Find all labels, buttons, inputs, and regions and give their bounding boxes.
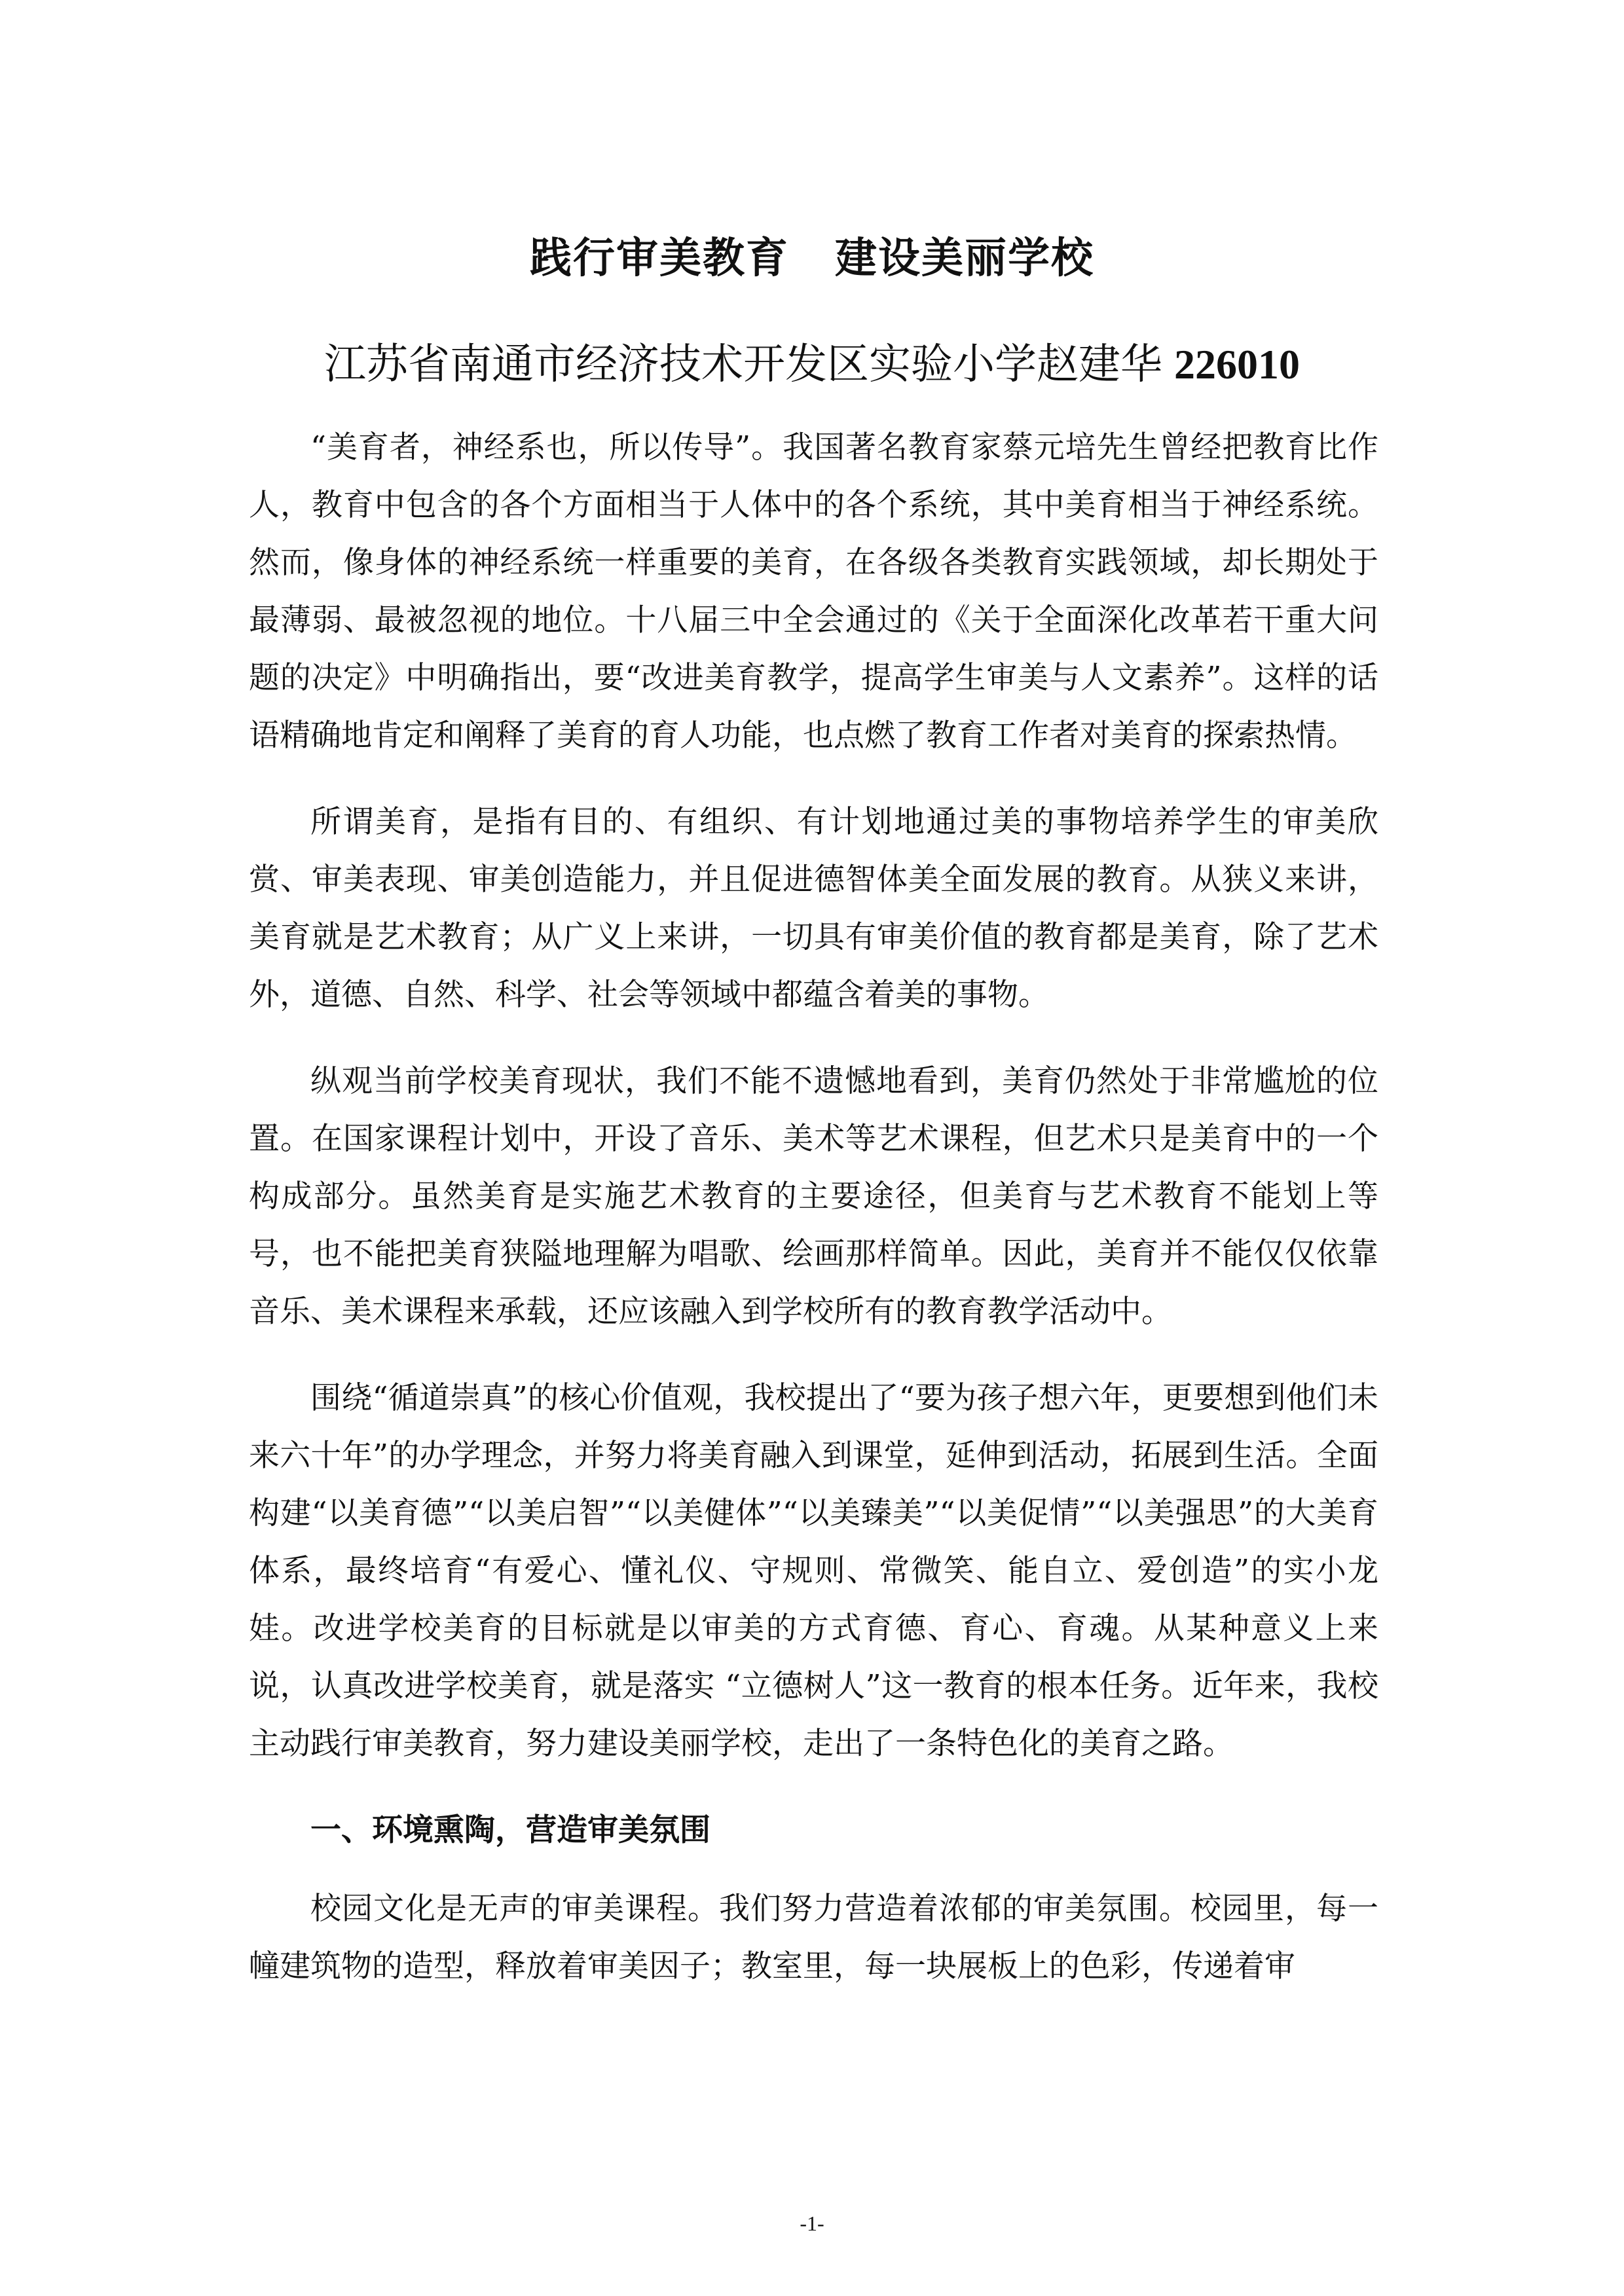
author-affiliation: 江苏省南通市经济技术开发区实验小学赵建华: [324, 340, 1162, 389]
paragraph-definition: 所谓美育，是指有目的、有组织、有计划地通过美的事物培养学生的审美欣赏、审美表现、审美创造能力，并且促进德智体美全面发展的教育。从狭义来讲，美育就是艺术教育；从广义上来讲，一切具有审美价值的教育都是美育，除了艺术外，道德、自然、科学、社会等领域中都蕴含着美的事物。: [249, 804, 1378, 1013]
page-number: -1-: [800, 2212, 824, 2235]
paragraph-intro: “美育者，神经系也，所以传导”。我国著名教育家蔡元培先生曾经把教育比作人，教育中包含的各个方面相当于人体中的各个系统，其中美育相当于神经系统。然而，像身体的神经系统一样重要的美育，在各级各类教育实践领域，却长期处于最薄弱、最被忽视的地位。十八届三中全会通过的《关于全面深化改革若干重大问题的决定》中明确指出，要“改进美育教学，提高学生审美与人文素养”。这样的话语精确地肯定和阐释了美育的育人功能，也点燃了教育工作者对美育的探索热情。: [249, 429, 1378, 754]
section-heading: 一、环境熏陶，营造审美氛围: [310, 1812, 710, 1848]
paragraph-section-one: 校园文化是无声的审美课程。我们努力营造着浓郁的审美氛围。校园里，每一幢建筑物的造型，释放着审美因子；教室里，每一块展板上的色彩，传递着审: [249, 1891, 1378, 1984]
body-text: [249, 419, 1378, 2024]
author-line: [0, 335, 1624, 394]
title-part-2: 建设美丽学校: [835, 234, 1094, 283]
paragraph-school-philosophy: 围绕“循道崇真”的核心价值观，我校提出了“要为孩子想六年，更要想到他们未来六十年”的办学理念，并努力将美育融入到课堂，延伸到活动，拓展到生活。全面构建“以美育德”“以美启智”“以美健体”“以美臻美”“以美促情”“以美强思”的大美育体系，最终培育“有爱心、懂礼仪、守规则、常微笑、能自立、爱创造”的实小龙娃。改进学校美育的目标就是以审美的方式育德、育心、育魂。从某种意义上来说，认真改进学校美育，就是落实 “立德树人”这一教育的根本任务。近年来，我校主动践行审美教育，努力建设美丽学校，走出了一条特色化的美育之路。: [249, 1380, 1378, 1762]
document-title: [0, 229, 1624, 288]
paragraph-current-state: 纵观当前学校美育现状，我们不能不遗憾地看到，美育仍然处于非常尴尬的位置。在国家课程计划中，开设了音乐、美术等艺术课程，但艺术只是美育中的一个构成部分。虽然美育是实施艺术教育的主要途径，但美育与艺术教育不能划上等号，也不能把美育狭隘地理解为唱歌、绘画那样简单。因此，美育并不能仅仅依靠音乐、美术课程来承载，还应该融入到学校所有的教育教学活动中。: [249, 1063, 1378, 1330]
postal-code: 226010: [1174, 341, 1300, 388]
title-part-1: 践行审美教育: [530, 234, 789, 283]
